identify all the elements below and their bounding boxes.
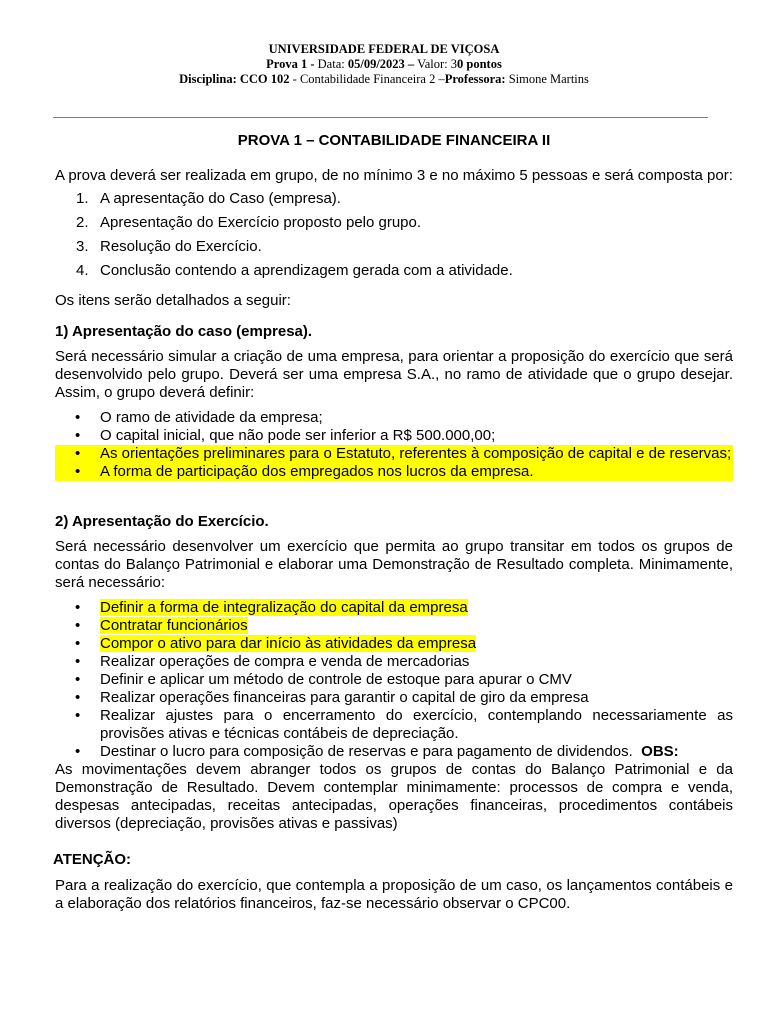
list-item: • O ramo de atividade da empresa; [75, 409, 323, 426]
list-item: 2. Apresentação do Exercício proposto pelo grupo. [76, 214, 422, 231]
exam-info-line: Prova 1 - Data: 05/09/2023 – Valor: 30 pontos [266, 57, 502, 71]
intro-paragraph: A prova deverá ser realizada em grupo, de no mínimo 3 e no máximo 5 pessoas e será composta por: [55, 167, 733, 184]
detail-intro: Os itens serão detalhados a seguir: [55, 292, 291, 309]
document-header [0, 42, 768, 87]
list-item: 1. A apresentação do Caso (empresa). [76, 190, 341, 207]
list-item: 4. Conclusão contendo a aprendizagem gerada com a atividade. [76, 262, 513, 279]
obs-label: OBS: [641, 743, 679, 760]
list-item: • Realizar operações financeiras para garantir o capital de giro da empresa [75, 689, 589, 706]
attention-paragraph: Para a realização do exercício, que contempla a proposição de um caso, os lançamentos contábeis e a elaboração dos relatórios financeiros, faz-se necessário observar o CPC00. [55, 877, 733, 912]
section2-list [55, 599, 733, 761]
list-item-highlighted: • Definir a forma de integralização do capital da empresa [75, 599, 468, 616]
section1-list [55, 409, 733, 481]
list-item: • Realizar operações de compra e venda de mercadorias [75, 653, 470, 670]
list-item: • Destinar o lucro para composição de reservas e para pagamento de dividendos. OBS: [75, 743, 679, 760]
numbered-list [55, 190, 733, 280]
obs-paragraph: As movimentações devem abranger todos os grupos de contas do Balanço Patrimonial e da Demonstração de Resultado. Devem contemplar minimamente: processos de compra e venda, despesas antecipadas, receitas antecipadas, operações financeiras, procedimentos contábeis diversos (depreciação, provisões ativas e passivas) [55, 761, 733, 832]
university-name: UNIVERSIDADE FEDERAL DE VIÇOSA [268, 42, 500, 56]
section2-paragraph: Será necessário desenvolver um exercício que permita ao grupo transitar em todos os grupos de contas do Balanço Patrimonial e elaborar uma Demonstração de Resultado completa. Minimamente, será necessário: [55, 538, 733, 591]
list-item-highlighted: • Compor o ativo para dar início às atividades da empresa [75, 635, 477, 652]
page-title: PROVA 1 – CONTABILIDADE FINANCEIRA II [237, 132, 551, 149]
document-body [55, 132, 733, 913]
attention-heading: ATENÇÃO: [53, 851, 132, 868]
section1-paragraph: Será necessário simular a criação de uma empresa, para orientar a proposição do exercício que será desenvolvido pelo grupo. Deverá ser uma empresa S.A., no ramo de atividade que o grupo desejar. Assim, o grupo deverá definir: [55, 348, 733, 401]
header-divider [53, 117, 708, 118]
section1-heading: 1) Apresentação do caso (empresa). [55, 323, 313, 340]
list-item: • Definir e aplicar um método de controle de estoque para apurar o CMV [75, 671, 572, 688]
list-item-highlighted: • Contratar funcionários [75, 617, 248, 634]
course-info-line: Disciplina: CCO 102 - Contabilidade Financeira 2 –Professora: Simone Martins [179, 72, 589, 86]
list-item-highlighted: • A forma de participação dos empregados nos lucros da empresa. [55, 463, 733, 481]
list-item: 3. Resolução do Exercício. [76, 238, 262, 255]
section2-heading: 2) Apresentação do Exercício. [55, 513, 269, 530]
list-item-highlighted: • As orientações preliminares para o Estatuto, referentes à composição de capital e de reservas; [55, 445, 733, 463]
list-item: • O capital inicial, que não pode ser inferior a R$ 500.000,00; [75, 427, 496, 444]
list-item: • Realizar ajustes para o encerramento do exercício, contemplando necessariamente as provisões ativas e técnicas contábeis de depreciação. [75, 707, 733, 742]
